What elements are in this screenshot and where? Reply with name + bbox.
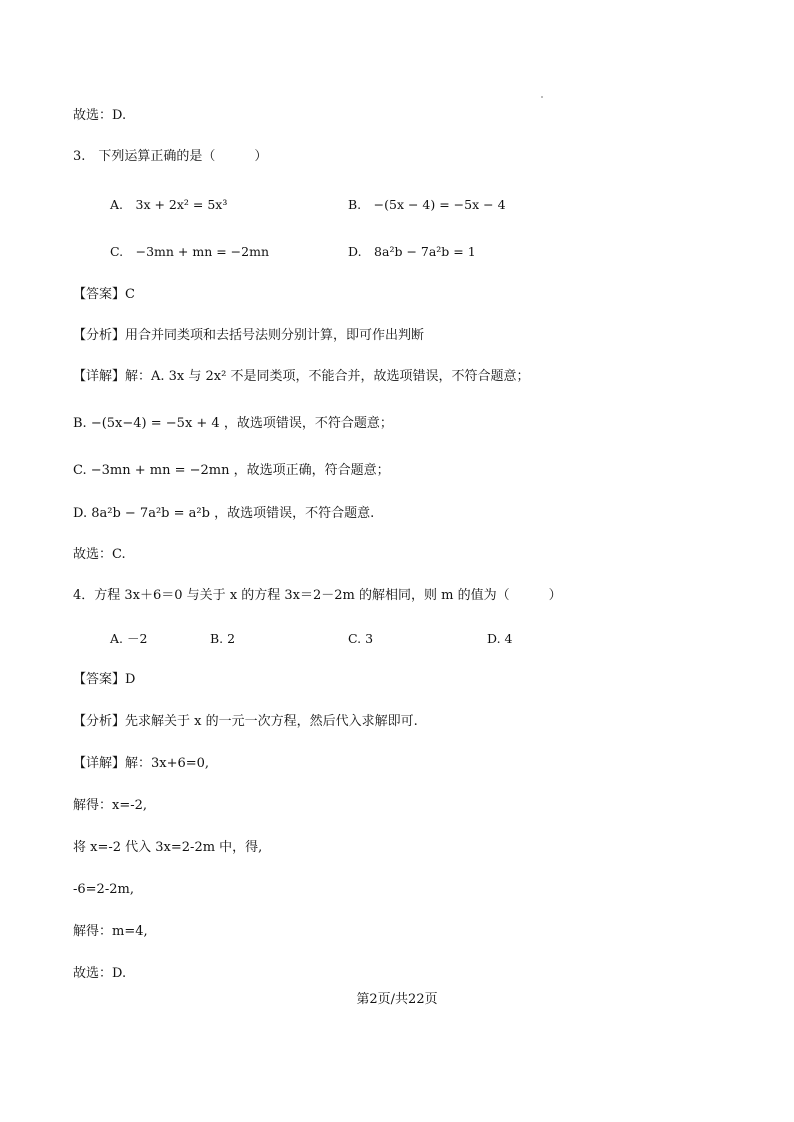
q4-step-3: -6=2-2m,	[73, 882, 134, 897]
q3-answer: 【答案】C	[73, 287, 135, 302]
q4-step-1: 解得：x=-2,	[73, 798, 148, 813]
question-3-stem: 3. 下列运算正确的是（ ）	[73, 149, 268, 164]
page-footer: 第2页/共22页	[356, 992, 438, 1007]
q3-detail-c: C. −3mn + mn = −2mn ，故选项正确，符合题意；	[73, 463, 390, 478]
q4-option-d: D. 4	[487, 631, 513, 646]
q4-option-c: C. 3	[348, 631, 374, 646]
q3-option-a: A. 3x + 2x² = 5x³	[110, 197, 228, 212]
q4-option-a: A. －2	[110, 631, 148, 646]
q4-detail: 【详解】解：3x+6=0,	[73, 756, 210, 771]
q4-choose: 故选：D.	[73, 966, 127, 981]
q3-choose: 故选：C.	[73, 547, 126, 562]
q4-step-4: 解得：m=4,	[73, 924, 148, 939]
q4-answer: 【答案】D	[73, 672, 136, 687]
q3-detail-a: 【详解】解：A. 3x 与 2x² 不是同类项，不能合并，故选项错误，不符合题意；	[73, 369, 530, 384]
question-4-stem: 4．方程 3x＋6＝0 与关于 x 的方程 3x＝2－2m 的解相同，则 m 的值为（ ）	[73, 588, 562, 603]
q3-option-b: B. −(5x − 4) = −5x − 4	[348, 197, 506, 212]
q4-step-2: 将 x=-2 代入 3x=2-2m 中，得,	[73, 840, 263, 855]
q3-option-c: C. −3mn + mn = −2mn	[110, 244, 269, 259]
q3-detail-b: B. −(5x−4) = −5x + 4 ，故选项错误，不符合题意；	[73, 416, 393, 431]
q4-analysis: 【分析】先求解关于 x 的一元一次方程，然后代入求解即可.	[73, 714, 418, 729]
q3-analysis: 【分析】用合并同类项和去括号法则分别计算，即可作出判断	[73, 328, 425, 343]
q3-detail-d: D. 8a²b − 7a²b = a²b ，故选项错误，不符合题意.	[73, 506, 375, 521]
scan-mark	[541, 96, 543, 98]
answer-choice-prev: 故选：D.	[73, 108, 127, 123]
q3-option-d: D. 8a²b − 7a²b = 1	[348, 244, 476, 259]
q4-option-b: B. 2	[210, 631, 236, 646]
